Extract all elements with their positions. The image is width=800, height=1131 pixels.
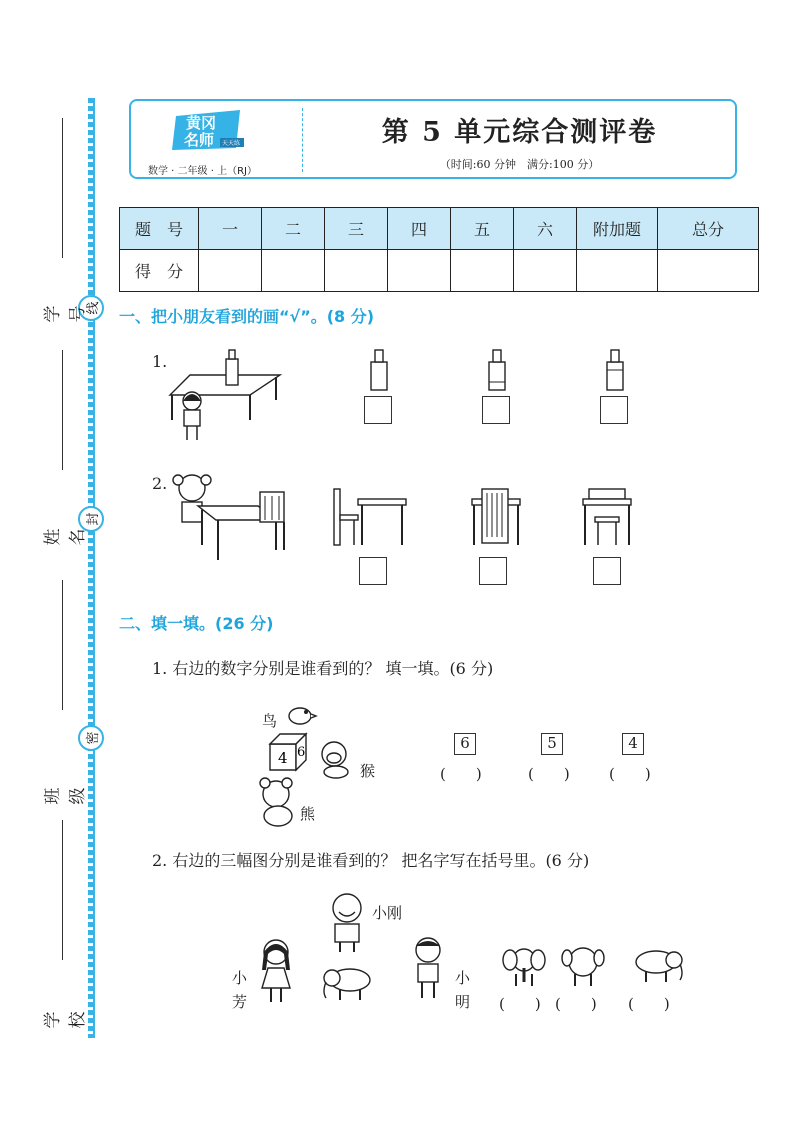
bird-drawing [286,702,316,728]
score-table-header-row [120,208,759,250]
answer-box[interactable] [600,396,628,424]
elephant-center-drawing [320,966,378,1002]
seen-number-box: 5 [541,733,563,755]
question-number: 1. [152,352,168,371]
seal-mark-secret: 密 [78,725,104,751]
score-cell[interactable] [325,250,388,292]
subject-label: 数学 · 二年级 · 上（RJ） [148,166,257,177]
score-table [119,207,759,292]
xiaogang-label: 小刚 [372,904,403,922]
table-chair-view-front [581,487,633,547]
page-title: 第 5 单元综合测评卷 [381,117,658,148]
bear-label: 熊 [300,805,316,823]
score-cell[interactable] [199,250,262,292]
question-2-2-text: 2. 右边的三幅图分别是谁看到的？ 把名字写在括号里。(6 分) [152,851,590,870]
table-chair-view-side [332,487,408,547]
question-number: 2. [152,474,168,493]
elephant-back-view [561,944,605,988]
table-cell: 五 [451,208,514,250]
answer-box[interactable] [593,557,621,585]
cube-side-number: 6 [297,745,306,760]
monkey-label: 猴 [360,762,376,780]
score-cell[interactable] [658,250,759,292]
girl-table-chair-illustration [168,470,298,565]
answer-paren[interactable]: ( ) [528,765,570,783]
class-line[interactable] [62,580,63,710]
answer-box[interactable] [359,557,387,585]
time-score-info: （时间:60 分钟 满分:100 分） [439,158,600,171]
xiaofang-label-2: 芳 [232,993,248,1011]
school-label: 学 校 [43,997,88,1029]
xiaogang-drawing [327,892,369,954]
bird-label: 鸟 [262,712,278,730]
cube-front-number: 4 [278,749,288,767]
xiaoming-label-1: 小 [455,969,471,987]
score-table-score-row [120,250,759,292]
xiaofang-label-1: 小 [232,969,248,987]
xiaoming-label-2: 明 [455,993,471,1011]
monkey-drawing [318,740,354,780]
score-cell[interactable] [388,250,451,292]
logo-tag: 天天练 [222,140,241,147]
xiaofang-drawing [256,938,296,1006]
table-cell: 附加题 [577,208,658,250]
elephant-front-view [502,944,546,988]
score-cell[interactable] [514,250,577,292]
section-1-title: 一、把小朋友看到的画“√”。(8 分) [119,307,375,326]
score-cell[interactable] [577,250,658,292]
bottle-view-b [483,348,513,392]
table-cell: 三 [325,208,388,250]
student-id-label: 学 号 [43,291,88,323]
table-cell: 题 号 [120,208,199,250]
cube-drawing [266,732,310,776]
name-label: 姓 名 [43,514,88,546]
section-2-title: 二、填一填。(26 分) [119,614,274,633]
seen-number-box: 6 [454,733,476,755]
table-cell: 四 [388,208,451,250]
logo-text-2: 名师 [184,131,215,149]
table-cell: 二 [262,208,325,250]
bottle-view-a [365,348,395,392]
name-line[interactable] [62,350,63,470]
seal-mark-line: 线 [78,295,104,321]
question-2-1-text: 1. 右边的数字分别是谁看到的？ 填一填。(6 分) [152,659,494,678]
student-id-line[interactable] [62,118,63,258]
table-cell: 得 分 [120,250,199,292]
girl-table-bottle-illustration [170,345,300,445]
score-cell[interactable] [451,250,514,292]
binding-edge-line [93,98,95,1038]
answer-paren[interactable]: ( ) [440,765,482,783]
school-line[interactable] [62,820,63,960]
seal-mark-seal: 封 [78,506,104,532]
answer-paren[interactable]: ( ) [555,995,597,1013]
answer-paren[interactable]: ( ) [499,995,541,1013]
seen-number-box: 4 [622,733,644,755]
score-cell[interactable] [262,250,325,292]
answer-box[interactable] [482,396,510,424]
brand-logo [170,108,248,152]
table-cell: 总分 [658,208,759,250]
xiaoming-drawing [408,936,448,1002]
answer-box[interactable] [364,396,392,424]
answer-paren[interactable]: ( ) [609,765,651,783]
answer-box[interactable] [479,557,507,585]
table-cell: 一 [199,208,262,250]
class-label: 班 级 [43,773,88,805]
answer-paren[interactable]: ( ) [628,995,670,1013]
logo-text-1: 黄冈 [186,114,217,132]
bear-drawing [258,778,298,826]
table-chair-view-back [470,487,522,547]
elephant-side-view [628,948,686,986]
bottle-view-c [601,348,631,392]
table-cell: 六 [514,208,577,250]
